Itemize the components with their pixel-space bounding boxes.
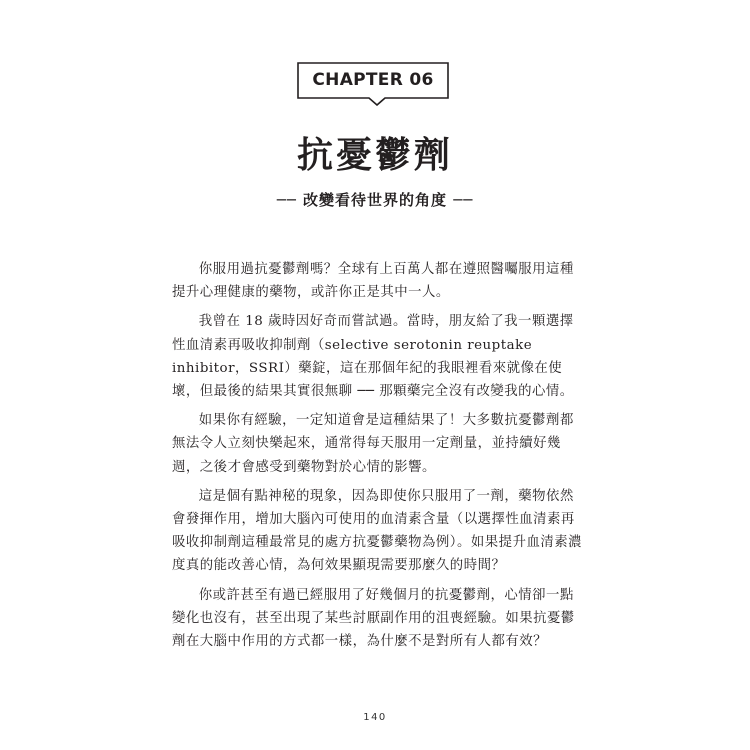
paragraph: 這是個有點神秘的現象，因為即使你只服用了一劑，藥物依然會發揮作用，增加大腦內可使用的血清素含量（以選擇性血清素再吸收抑制劑這種最常見的處方抗憂鬱藥物為例）。如果提升血清素濃度真的能改善心情，為何效果顯現需要那麼久的時間？ [172, 488, 583, 574]
paragraph: 我曾在 18 歲時因好奇而嘗試過。當時，朋友給了我一顆選擇性血清素再吸收抑制劑（selective serotonin reuptake inhibitor，SSRI）藥錠，這在那個年紀的我眼裡看來就像在使壞，但最後的結果其實很無聊 ── 那顆藥完全沒有改變我的心情。 [172, 314, 574, 400]
paragraph: 你服用過抗憂鬱劑嗎？全球有上百萬人都在遵照醫囑服用這種提升心理健康的藥物，或許你正是其中一人。 [172, 262, 574, 301]
chapter-label: CHAPTER 06 [312, 70, 434, 90]
page-number: 140 [363, 712, 387, 723]
paragraph: 你或許甚至有過已經服用了好幾個月的抗憂鬱劑，心情卻一點變化也沒有，甚至出現了某些討厭副作用的沮喪經驗。如果抗憂鬱劑在大腦中作用的方式都一樣，為什麼不是對所有人都有效？ [172, 587, 575, 650]
body-text [172, 258, 584, 659]
chapter-label-box [297, 62, 449, 99]
chapter-subtitle: ── 改變看待世界的角度 ── [276, 191, 474, 209]
chapter-title: 抗憂鬱劑 [296, 135, 453, 176]
paragraph: 如果你有經驗，一定知道會是這種結果了！大多數抗憂鬱劑都無法令人立刻快樂起來，通常得每天服用一定劑量，並持續好幾週，之後才會感受到藥物對於心情的影響。 [172, 413, 574, 475]
